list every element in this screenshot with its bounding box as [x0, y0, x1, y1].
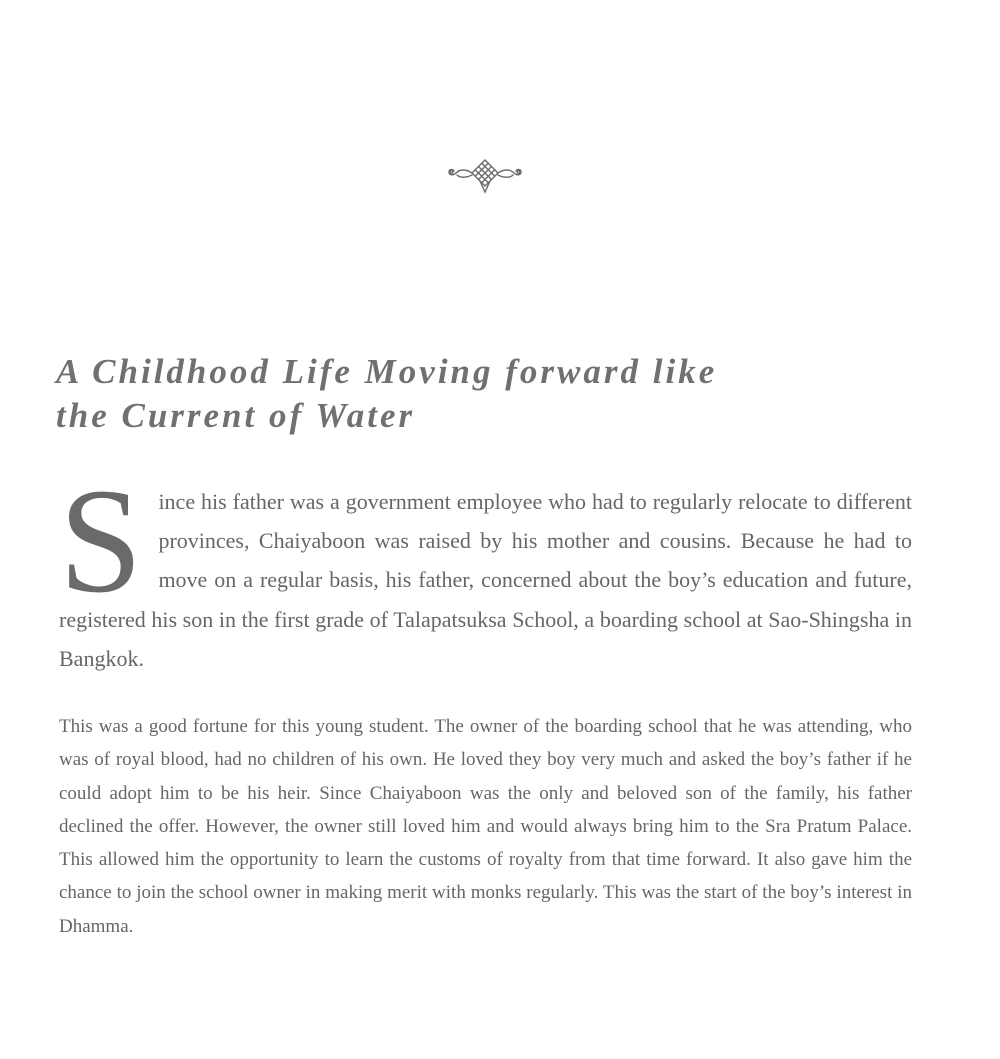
- lead-paragraph: [59, 458, 912, 678]
- chapter-title-line-1: A Childhood Life Moving forward like: [56, 352, 718, 391]
- chapter-title: [56, 350, 936, 438]
- endless-knot-ornament-icon: [446, 156, 524, 196]
- chapter-title-line-2: the Current of Water: [56, 396, 416, 435]
- lead-paragraph-text: ince his father was a government employee who had to regularly relocate to different provinces, Chaiyaboon was raised by his mother and cousins. Because he had to move on a regular basis, his father, concerned about the boy’s education and future, registered his son in the first grade of Talapatsuksa School, a boarding school at Sao-Shingsha in Bangkok.: [59, 489, 912, 671]
- body-paragraph: This was a good fortune for this young student. The owner of the boarding school that he was attending, who was of royal blood, had no children of his own. He loved they boy very much and asked the boy’s father if he could adopt him to be his heir. Since Chaiyaboon was the only and beloved son of the family, his father declined the offer. However, the owner still loved him and would always bring him to the Sra Pratum Palace. This allowed him the opportunity to learn the customs of royalty from that time forward. It also gave him the chance to join the school owner in making merit with monks regularly. This was the start of the boy’s interest in Dhamma.: [59, 716, 912, 937]
- drop-cap: S: [59, 458, 143, 624]
